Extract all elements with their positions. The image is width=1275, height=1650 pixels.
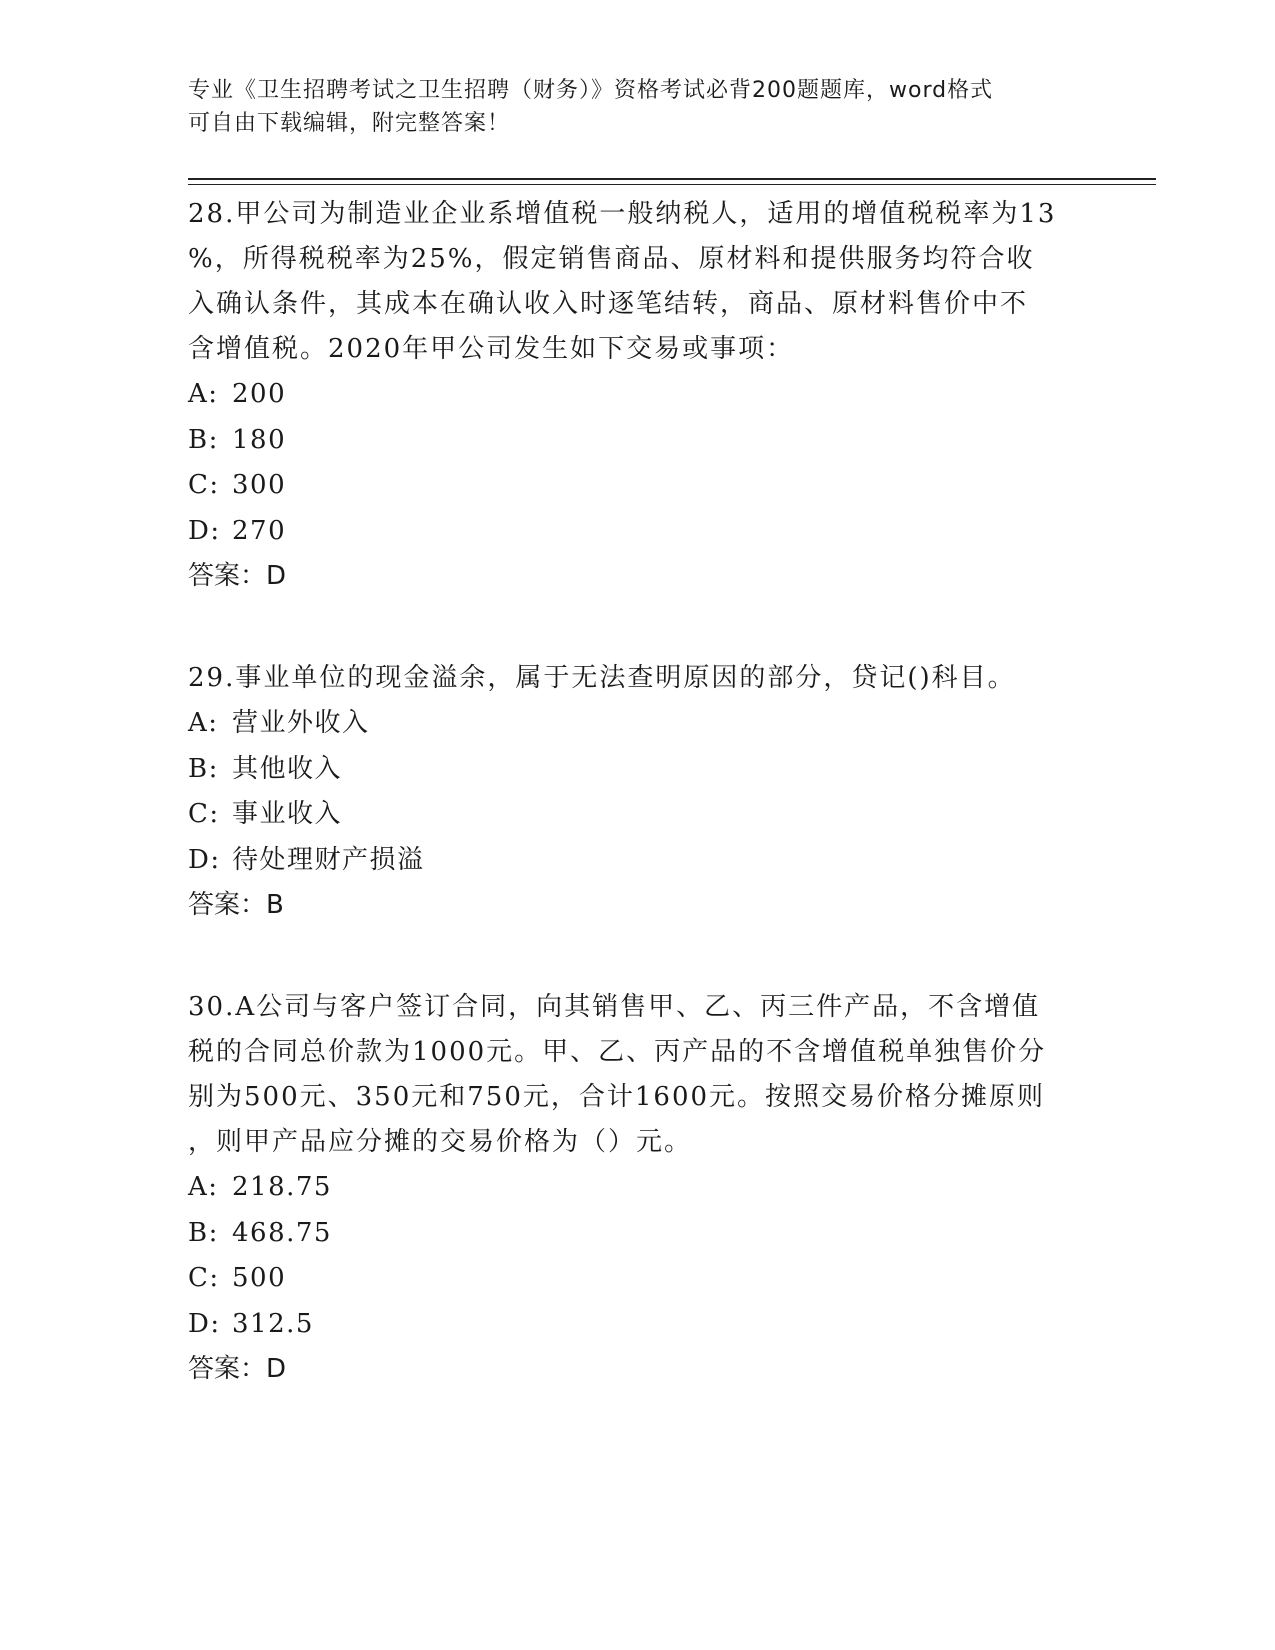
question-28 [188,192,1088,599]
stem-line: 含增值税。2020年甲公司发生如下交易或事项： [188,334,795,364]
option-letter: C: [188,1263,220,1293]
stem-line: ，则甲产品应分摊的交易价格为（）元。 [188,1127,693,1157]
option-letter: C: [188,470,220,500]
option-letter: B: [188,1217,219,1248]
stem-line: 28.甲公司为制造业企业系增值税一般纳税人，适用的增值税税率为13 [188,199,1057,229]
option-b [188,1211,1088,1257]
header-divider-thick [188,178,1156,180]
option-a [188,372,1088,418]
option-letter: D: [188,1308,221,1339]
option-b [188,418,1088,464]
option-d [188,509,1088,555]
stem-line: 入确认条件，其成本在确认收入时逐笔结转，商品、原材料售价中不 [188,289,1029,319]
question-list [188,192,1088,1449]
header-line-1: 专业《卫生招聘考试之卫生招聘（财务）》资格考试必背200题题库，word格式 [188,78,994,103]
stem-line: 29.事业单位的现金溢余，属于无法查明原因的部分，贷记()科目。 [188,663,1016,693]
answer-line: 答案：D [188,1354,287,1384]
option-a [188,1165,1088,1211]
document-header [188,74,1068,140]
option-c [188,463,1088,509]
question-29 [188,656,1088,928]
option-text: 500 [232,1263,287,1293]
option-text: 300 [232,470,287,500]
option-text: 其他收入 [232,753,343,784]
option-text: 270 [232,515,287,546]
option-letter: B: [188,424,219,455]
option-letter: A: [188,379,219,409]
stem-line: 税的合同总价款为1000元。甲、乙、丙产品的不含增值税单独售价分 [188,1037,1047,1067]
option-c [188,1256,1088,1302]
stem-line: 别为500元、350元和750元，合计1600元。按照交易价格分摊原则 [188,1082,1046,1112]
option-letter: D: [188,844,221,875]
option-text: 468.75 [232,1217,332,1248]
option-b [188,747,1088,793]
answer-line: 答案：D [188,561,287,591]
header-line-2: 可自由下载编辑，附完整答案！ [188,111,511,136]
question-stem [188,192,1088,372]
option-letter: B: [188,753,219,784]
option-d [188,838,1088,884]
option-text: 事业收入 [232,799,343,829]
option-text: 待处理财产损溢 [232,844,425,875]
option-letter: C: [188,799,220,829]
option-text: 180 [232,424,287,455]
option-letter: A: [188,1172,219,1202]
header-divider-thin [188,184,1156,185]
question-30 [188,985,1088,1392]
answer-line: 答案：B [188,890,284,920]
option-text: 312.5 [232,1308,314,1339]
option-d [188,1302,1088,1348]
stem-line: 30.A公司与客户签订合同，向其销售甲、乙、丙三件产品，不含增值 [188,992,1041,1022]
question-stem [188,985,1088,1165]
question-stem [188,656,1088,701]
option-text: 200 [232,379,287,409]
option-a [188,701,1088,747]
option-text: 218.75 [232,1172,332,1202]
option-text: 营业外收入 [232,708,370,738]
option-letter: D: [188,515,221,546]
option-c [188,792,1088,838]
stem-line: %，所得税税率为25%，假定销售商品、原材料和提供服务均符合收 [188,244,1035,274]
option-letter: A: [188,708,219,738]
